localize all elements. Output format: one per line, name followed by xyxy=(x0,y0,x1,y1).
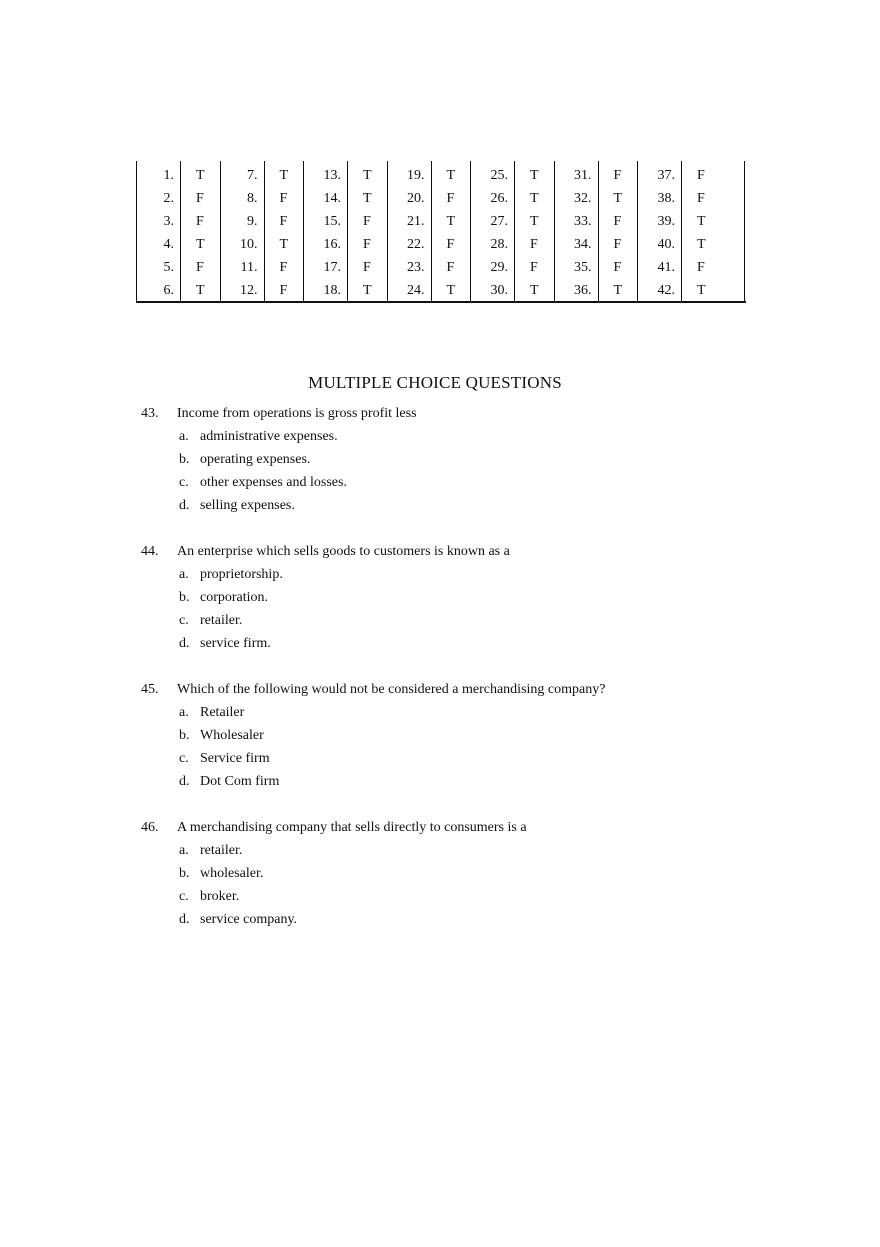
item-number: 41. xyxy=(657,260,675,275)
option-text: service firm. xyxy=(200,636,271,651)
option-text: Retailer xyxy=(200,705,245,720)
option-letter: b. xyxy=(179,866,190,881)
answer-option xyxy=(179,888,239,906)
item-number: 23. xyxy=(407,260,425,275)
item-number: 22. xyxy=(407,237,425,252)
option-letter: a. xyxy=(179,705,189,720)
item-answer: T xyxy=(530,214,539,229)
option-letter: d. xyxy=(179,774,190,789)
answer-option xyxy=(179,911,297,929)
table-right-border xyxy=(744,161,745,301)
item-answer: F xyxy=(446,237,455,252)
item-answer: F xyxy=(363,260,371,275)
item-number: 3. xyxy=(163,214,174,229)
answer-divider xyxy=(514,161,515,301)
item-number: 18. xyxy=(323,283,341,298)
item-number: 15. xyxy=(323,214,341,229)
answer-option xyxy=(179,635,271,653)
item-number: 2. xyxy=(163,191,174,206)
item-answer: F xyxy=(613,214,622,229)
item-answer: T xyxy=(613,191,623,206)
answer-option xyxy=(179,451,310,469)
option-text: broker. xyxy=(200,889,240,904)
option-letter: b. xyxy=(179,728,190,743)
option-text: Dot Com firm xyxy=(200,774,280,789)
question-number: 46. xyxy=(141,820,159,835)
column-divider xyxy=(470,161,471,301)
column-divider xyxy=(637,161,638,301)
answer-option xyxy=(179,704,244,722)
item-answer: F xyxy=(279,283,288,298)
option-text: selling expenses. xyxy=(200,498,295,513)
option-letter: a. xyxy=(179,567,189,582)
item-number: 30. xyxy=(490,283,508,298)
answer-option xyxy=(179,497,295,515)
item-number: 12. xyxy=(240,283,258,298)
item-answer: T xyxy=(697,214,706,229)
item-number: 13. xyxy=(323,168,341,183)
item-answer: T xyxy=(697,283,706,298)
item-answer: F xyxy=(196,260,204,275)
option-letter: c. xyxy=(179,613,189,628)
answer-option xyxy=(179,566,283,584)
item-number: 8. xyxy=(247,191,258,206)
item-number: 17. xyxy=(323,260,341,275)
option-letter: a. xyxy=(179,843,189,858)
item-number: 34. xyxy=(574,237,592,252)
answer-key-table xyxy=(136,161,746,303)
item-answer: T xyxy=(530,283,539,298)
question-text: A merchandising company that sells directly to consumers is a xyxy=(177,820,527,835)
question-text: An enterprise which sells goods to customers is known as a xyxy=(177,544,510,559)
item-number: 37. xyxy=(657,168,675,183)
answer-divider xyxy=(347,161,348,301)
answer-option xyxy=(179,773,279,791)
item-answer: T xyxy=(196,168,205,183)
column-divider xyxy=(554,161,555,301)
item-answer: F xyxy=(697,191,705,206)
option-letter: b. xyxy=(179,452,190,467)
option-letter: c. xyxy=(179,475,189,490)
item-answer: F xyxy=(279,191,288,206)
item-answer: F xyxy=(613,260,622,275)
option-text: service company. xyxy=(200,912,298,927)
option-text: other expenses and losses. xyxy=(200,475,347,490)
item-number: 31. xyxy=(574,168,592,183)
item-number: 6. xyxy=(163,283,174,298)
column-divider xyxy=(303,161,304,301)
option-text: retailer. xyxy=(200,613,243,628)
option-letter: a. xyxy=(179,429,189,444)
answer-divider xyxy=(264,161,265,301)
item-answer: F xyxy=(613,168,622,183)
answer-option xyxy=(179,589,268,607)
answer-option xyxy=(179,428,338,446)
answer-option xyxy=(179,750,270,768)
answer-option xyxy=(179,474,347,492)
option-letter: d. xyxy=(179,498,190,513)
item-answer: T xyxy=(530,191,539,206)
answer-option xyxy=(179,842,242,860)
item-answer: T xyxy=(697,237,706,252)
item-answer: T xyxy=(613,283,623,298)
option-text: retailer. xyxy=(200,843,243,858)
item-number: 27. xyxy=(490,214,508,229)
item-number: 25. xyxy=(490,168,508,183)
item-answer: F xyxy=(446,191,455,206)
option-text: corporation. xyxy=(200,590,269,605)
item-answer: T xyxy=(196,283,205,298)
item-number: 24. xyxy=(407,283,425,298)
item-answer: F xyxy=(279,260,288,275)
column-divider xyxy=(136,161,137,301)
item-number: 36. xyxy=(574,283,592,298)
question-number: 45. xyxy=(141,682,159,697)
item-number: 26. xyxy=(490,191,508,206)
item-answer: F xyxy=(446,260,455,275)
item-answer: T xyxy=(446,283,456,298)
item-number: 10. xyxy=(240,237,258,252)
item-number: 42. xyxy=(657,283,675,298)
answer-divider xyxy=(180,161,181,301)
item-answer: T xyxy=(446,168,456,183)
item-answer: T xyxy=(363,191,372,206)
item-answer: T xyxy=(530,168,539,183)
column-divider xyxy=(220,161,221,301)
item-answer: T xyxy=(363,283,372,298)
answer-divider xyxy=(681,161,682,301)
item-answer: F xyxy=(363,237,371,252)
section-title: MULTIPLE CHOICE QUESTIONS xyxy=(308,373,562,392)
item-number: 39. xyxy=(657,214,675,229)
option-text: proprietorship. xyxy=(200,567,283,582)
option-letter: b. xyxy=(179,590,190,605)
answer-option xyxy=(179,612,242,630)
item-number: 1. xyxy=(163,168,174,183)
question-number: 43. xyxy=(141,406,159,421)
item-answer: F xyxy=(530,260,538,275)
item-answer: T xyxy=(446,214,456,229)
answer-divider xyxy=(598,161,599,301)
item-number: 4. xyxy=(163,237,174,252)
item-number: 14. xyxy=(323,191,341,206)
item-number: 20. xyxy=(407,191,425,206)
item-answer: F xyxy=(196,191,204,206)
item-number: 28. xyxy=(490,237,508,252)
item-number: 5. xyxy=(163,260,174,275)
item-answer: T xyxy=(196,237,205,252)
item-answer: T xyxy=(279,237,289,252)
option-letter: d. xyxy=(179,912,190,927)
item-number: 40. xyxy=(657,237,675,252)
item-number: 16. xyxy=(323,237,341,252)
question-number: 44. xyxy=(141,544,159,559)
option-letter: d. xyxy=(179,636,190,651)
item-number: 29. xyxy=(490,260,508,275)
item-answer: T xyxy=(363,168,372,183)
item-answer: T xyxy=(279,168,289,183)
item-number: 33. xyxy=(574,214,592,229)
item-answer: F xyxy=(279,214,288,229)
column-divider xyxy=(387,161,388,301)
answer-divider xyxy=(431,161,432,301)
item-answer: F xyxy=(697,260,705,275)
item-number: 11. xyxy=(240,260,258,275)
option-letter: c. xyxy=(179,751,189,766)
option-text: Wholesaler xyxy=(200,728,264,743)
item-number: 35. xyxy=(574,260,592,275)
question-text: Income from operations is gross profit less xyxy=(177,406,417,421)
item-number: 9. xyxy=(247,214,258,229)
answer-option xyxy=(179,865,263,883)
option-text: wholesaler. xyxy=(200,866,264,881)
item-answer: F xyxy=(530,237,538,252)
option-text: administrative expenses. xyxy=(200,429,338,444)
item-answer: F xyxy=(613,237,622,252)
item-answer: F xyxy=(196,214,204,229)
option-text: Service firm xyxy=(200,751,270,766)
item-number: 38. xyxy=(657,191,675,206)
option-text: operating expenses. xyxy=(200,452,311,467)
item-number: 32. xyxy=(574,191,592,206)
item-answer: F xyxy=(363,214,371,229)
item-number: 7. xyxy=(247,168,258,183)
item-number: 21. xyxy=(407,214,425,229)
answer-option xyxy=(179,727,264,745)
item-answer: F xyxy=(697,168,705,183)
question-text: Which of the following would not be considered a merchandising company? xyxy=(177,682,606,697)
item-number: 19. xyxy=(407,168,425,183)
option-letter: c. xyxy=(179,889,189,904)
